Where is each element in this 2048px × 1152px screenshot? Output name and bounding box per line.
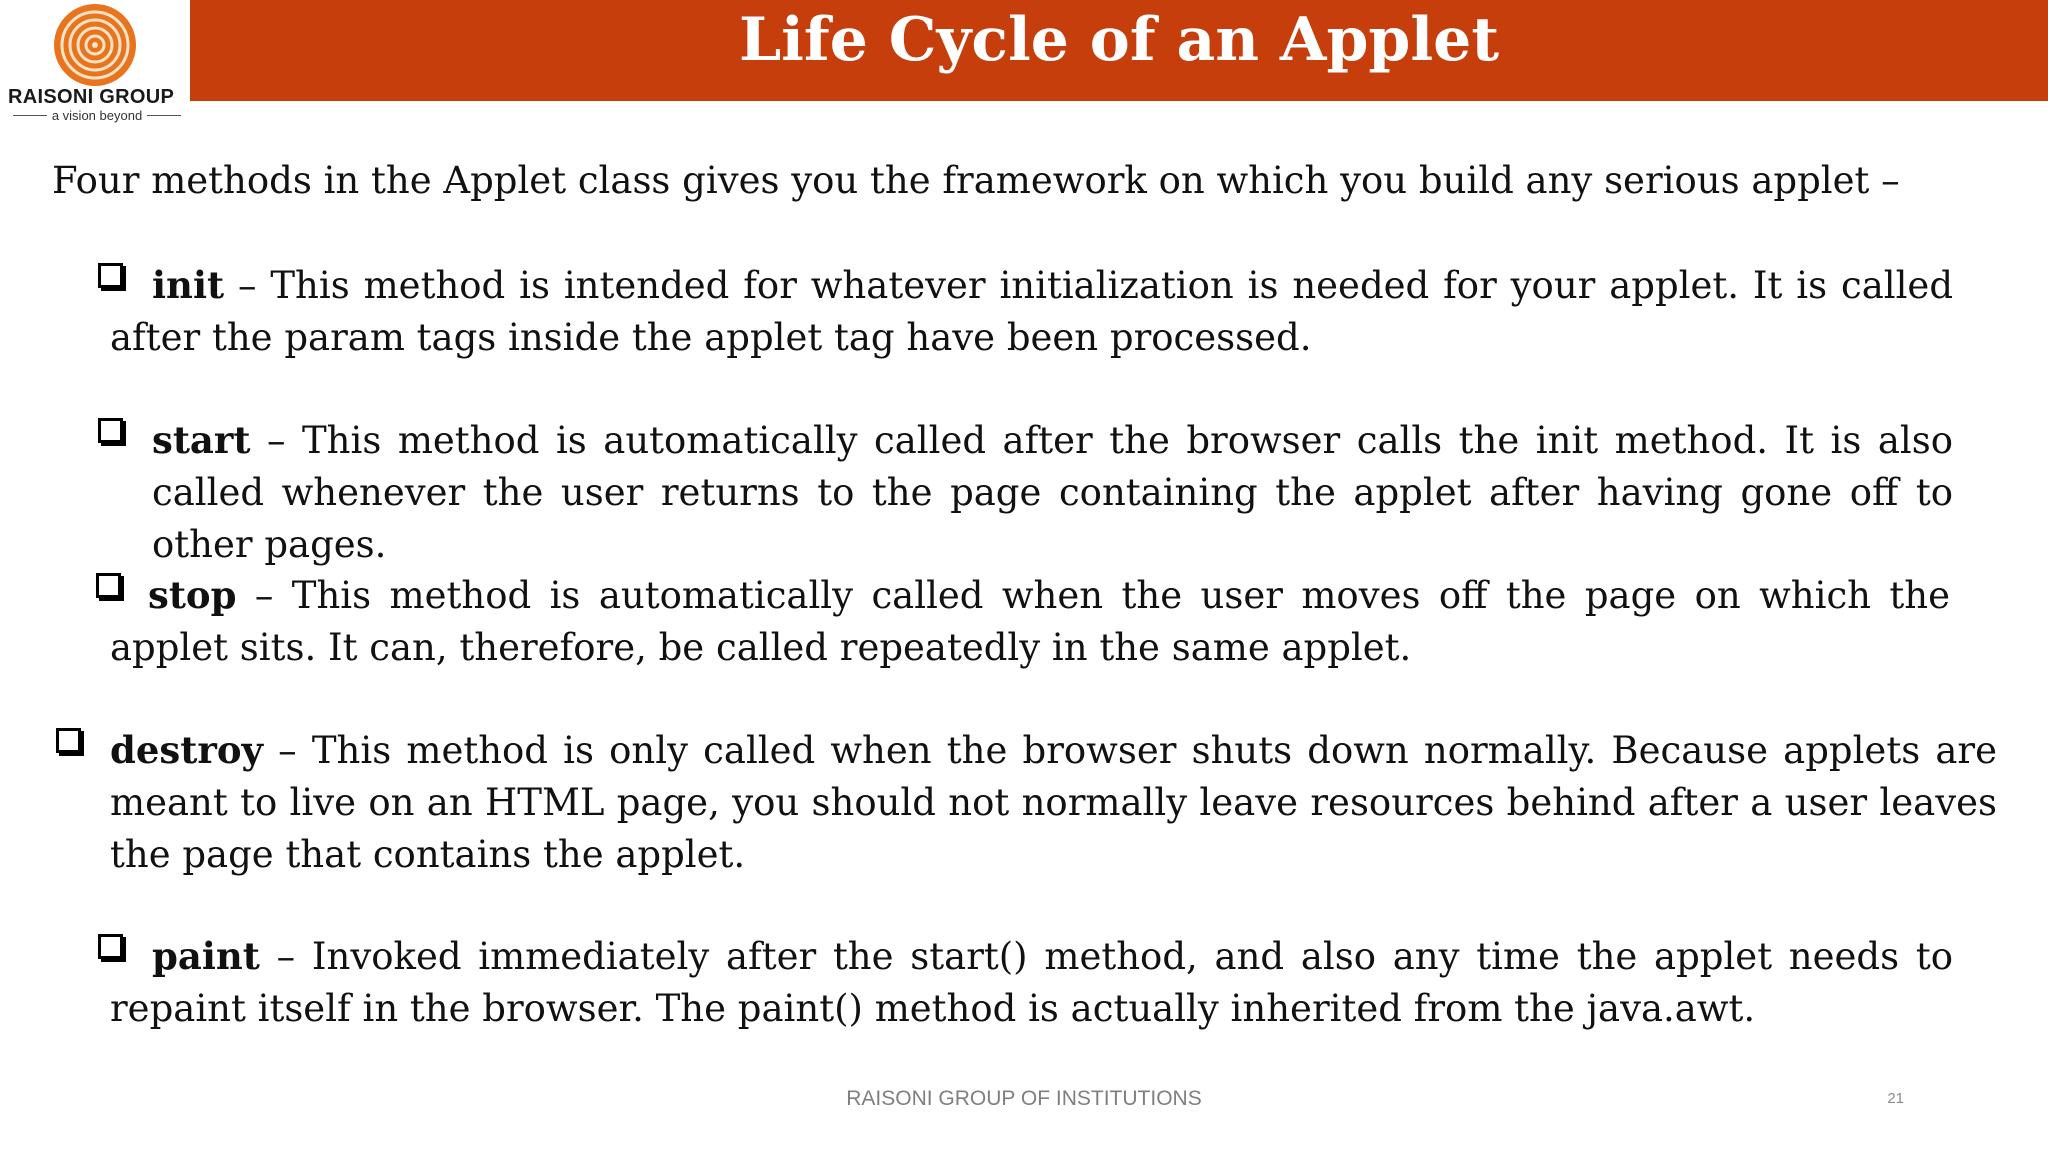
checkbox-bullet-icon [56,728,81,753]
logo-name: RAISONI GROUP [8,86,175,108]
method-item-start [152,414,1953,571]
footer-institution: RAISONI GROUP OF INSTITUTIONS [846,1087,1202,1110]
method-description: – Invoked immediately after the start() method, and also any time the applet needs to repaint itself in the browser. The paint() method is actually inherited from the java.awt. [110,935,1953,1030]
method-description: – This method is automatically called when the user moves off the page on which the applet sits. It can, therefore, be called repeatedly in the same applet. [110,574,1950,669]
method-description: – This method is automatically called after the browser calls the init method. It is also called whenever the user returns to the page containing the applet after having gone off to other pages. [152,419,1953,566]
method-item-init [110,259,1953,364]
title-bar [190,0,2048,101]
method-term: stop [148,573,237,617]
raisoni-logo [0,0,190,130]
method-term: start [152,418,251,462]
spiral-logo-icon [52,2,138,88]
logo-tagline-text: a vision beyond [51,108,143,123]
method-term: destroy [110,728,264,772]
method-description: – This method is only called when the browser shuts down normally. Because applets are meant to live on an HTML page, you should not normally leave resources behind after a user leaves the page that contains the applet. [110,729,1997,876]
method-item-paint [110,930,1953,1035]
method-term: paint [152,934,260,978]
checkbox-bullet-icon [98,418,123,443]
logo-tagline [8,108,186,123]
slide-title: Life Cycle of an Applet [738,4,1500,75]
method-description: – This method is intended for whatever initialization is needed for your applet. It is called after the param tags inside the applet tag have been processed. [110,264,1953,359]
method-term: init [152,263,225,307]
method-item-destroy [110,724,1997,881]
method-item-stop [110,569,1950,674]
page-number: 21 [1887,1090,1904,1107]
intro-text: Four methods in the Applet class gives you the framework on which you build any serious applet – [52,159,1900,202]
